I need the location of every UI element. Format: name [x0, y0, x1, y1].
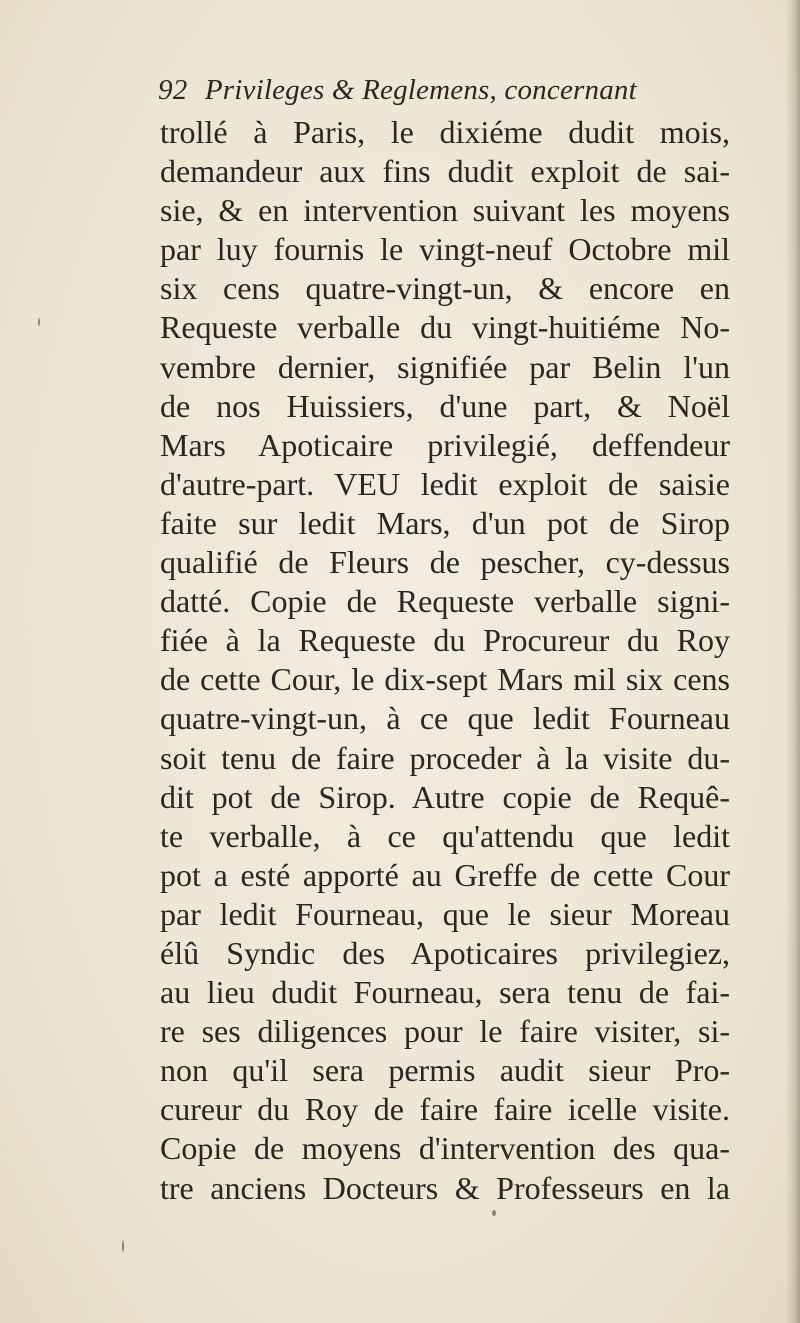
text-line: au lieu dudit Fourneau, sera tenu de fai-	[160, 974, 730, 1011]
text-line: vembre dernier, signifiée par Belin l'un	[160, 348, 730, 385]
running-header	[158, 74, 718, 114]
text-line: pot a esté apporté au Greffe de cette Cour	[160, 856, 730, 893]
text-line: par ledit Fourneau, que le sieur Moreau	[160, 895, 730, 932]
text-line: quatre-vingt-un, à ce que ledit Fourneau	[160, 700, 730, 737]
text-line: trollé à Paris, le dixiéme dudit mois,	[160, 114, 730, 150]
text-line: de cette Cour, le dix-sept Mars mil six cens	[160, 661, 730, 698]
text-line: non qu'il sera permis audit sieur Pro-	[160, 1052, 730, 1089]
text-line: Copie de moyens d'intervention des qua-	[160, 1130, 730, 1167]
text-line: Requeste verballe du vingt-huitiéme No-	[160, 309, 730, 346]
ink-speck	[122, 1240, 124, 1252]
text-line: de nos Huissiers, d'une part, & Noël	[160, 387, 730, 424]
text-line: Mars Apoticaire privilegié, deffendeur	[160, 426, 730, 463]
text-line: re ses diligences pour le faire visiter, si-	[160, 1013, 730, 1050]
page-number: 92	[158, 74, 188, 106]
text-line: élû Syndic des Apoticaires privilegiez,	[160, 934, 730, 971]
text-line: d'autre-part. VEU ledit exploit de saisie	[160, 465, 730, 502]
text-line: six cens quatre-vingt-un, & encore en	[160, 270, 730, 307]
body-text	[160, 113, 730, 1208]
text-line: sie, & en intervention suivant les moyens	[160, 192, 730, 229]
text-line: par luy fournis le vingt-neuf Octobre mil	[160, 231, 730, 268]
ink-speck	[492, 1210, 496, 1216]
text-line: faite sur ledit Mars, d'un pot de Sirop	[160, 504, 730, 541]
text-line: tre anciens Docteurs & Professeurs en la	[160, 1169, 730, 1206]
text-line: dit pot de Sirop. Autre copie de Requê-	[160, 778, 730, 815]
ink-speck	[38, 318, 40, 326]
text-line: fiée à la Requeste du Procureur du Roy	[160, 622, 730, 659]
text-line: cureur du Roy de faire faire icelle visite.	[160, 1091, 730, 1128]
text-line: te verballe, à ce qu'attendu que ledit	[160, 817, 730, 854]
text-line: demandeur aux fins dudit exploit de sai-	[160, 153, 730, 190]
text-line: soit tenu de faire proceder à la visite du-	[160, 739, 730, 776]
text-line: datté. Copie de Requeste verballe signi-	[160, 583, 730, 620]
running-title: Privileges & Reglemens, concernant	[204, 74, 637, 106]
page-edge-shadow	[786, 0, 800, 1323]
text-line: qualifié de Fleurs de pescher, cy-dessus	[160, 544, 730, 581]
